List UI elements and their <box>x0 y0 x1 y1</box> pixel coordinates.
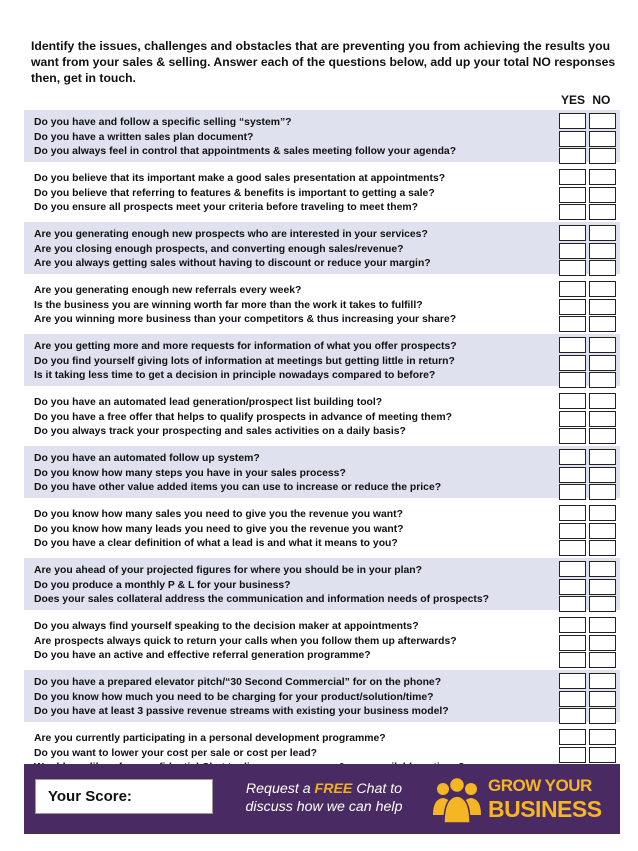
answer-row <box>559 635 619 651</box>
yes-checkbox[interactable] <box>559 316 586 332</box>
question-text: Do you have a clear definition of what a lead is and what it means to you? <box>34 538 398 549</box>
answer-row <box>559 316 619 332</box>
no-checkbox[interactable] <box>589 411 616 427</box>
yes-checkbox[interactable] <box>559 225 586 241</box>
question-text: Do you ensure all prospects meet your criteria before traveling to meet them? <box>34 202 418 213</box>
yes-checkbox[interactable] <box>559 747 586 763</box>
answer-row <box>559 187 619 203</box>
no-checkbox[interactable] <box>589 484 616 500</box>
answer-row <box>559 484 619 500</box>
yes-checkbox[interactable] <box>559 187 586 203</box>
no-checkbox[interactable] <box>589 747 616 763</box>
question-list <box>34 620 554 664</box>
question-text: Are you getting more and more requests for information of what you offer prospects? <box>34 341 457 352</box>
answer-row <box>559 169 619 185</box>
yes-checkbox[interactable] <box>559 243 586 259</box>
question-text: Is the business you are winning worth far more than the work it takes to fulfill? <box>34 299 423 311</box>
yes-checkbox[interactable] <box>559 652 586 668</box>
yes-checkbox[interactable] <box>559 635 586 651</box>
no-checkbox[interactable] <box>589 708 616 724</box>
answer-row <box>559 411 619 427</box>
yes-checkbox[interactable] <box>559 411 586 427</box>
yes-checkbox[interactable] <box>559 561 586 577</box>
no-checkbox[interactable] <box>589 260 616 276</box>
score-field[interactable] <box>35 779 213 814</box>
question-text: Do you know how much you need to be charging for your product/solution/time? <box>34 691 434 703</box>
yes-checkbox[interactable] <box>559 428 586 444</box>
question-text: Are prospects always quick to return your calls when you follow them up afterwards? <box>34 635 457 647</box>
intro-text: Identify the issues, challenges and obstacles that are preventing you from achieving the results you want from your sales & selling. Answer each of the questions below, add up your total NO responses then, get in touch. <box>31 39 616 85</box>
yes-checkbox[interactable] <box>559 281 586 297</box>
answer-row <box>559 523 619 539</box>
question-group <box>24 390 620 446</box>
logo-text-grow-your: GROW YOUR <box>488 776 592 795</box>
question-text: Do you produce a monthly P & L for your business? <box>34 579 291 591</box>
cta-free-text: FREE <box>314 781 353 797</box>
answer-boxes <box>559 337 619 390</box>
answer-row <box>559 561 619 577</box>
question-text: Do you always track your prospecting and sales activities on a daily basis? <box>34 426 406 437</box>
answer-boxes <box>559 393 619 446</box>
question-text: Do you have an automated lead generation/prospect list building tool? <box>34 397 383 408</box>
cta-text-post: Chat to <box>352 781 403 797</box>
question-text: Do you have an active and effective referral generation programme? <box>34 650 371 661</box>
question-text: Do you believe that its important make a good sales presentation at appointments? <box>34 173 446 184</box>
answer-boxes <box>559 449 619 502</box>
answer-row <box>559 299 619 315</box>
yes-checkbox[interactable] <box>559 337 586 353</box>
yes-checkbox[interactable] <box>559 372 586 388</box>
yes-checkbox[interactable] <box>559 393 586 409</box>
no-checkbox[interactable] <box>589 467 616 483</box>
question-list <box>34 676 554 720</box>
chat-call-to-action[interactable] <box>224 780 424 816</box>
question-list <box>34 172 554 216</box>
answer-row <box>559 467 619 483</box>
no-checkbox[interactable] <box>589 337 616 353</box>
answer-row <box>559 708 619 724</box>
yes-checkbox[interactable] <box>559 131 586 147</box>
answer-row <box>559 281 619 297</box>
question-text: Do you have other value added items you can use to increase or reduce the price? <box>34 482 442 493</box>
yes-checkbox[interactable] <box>559 169 586 185</box>
yes-checkbox[interactable] <box>559 708 586 724</box>
cta-text-line2: discuss how we can help <box>245 799 403 815</box>
no-checkbox[interactable] <box>589 449 616 465</box>
answer-row <box>559 449 619 465</box>
question-text: Do you know how many sales you need to give you the revenue you want? <box>34 509 403 520</box>
question-text: Do you know how many leads you need to give you the revenue you want? <box>34 523 404 535</box>
no-checkbox[interactable] <box>589 579 616 595</box>
question-text: Do you find yourself giving lots of information at meetings but getting little in return? <box>34 355 455 367</box>
answer-boxes <box>559 617 619 670</box>
no-column-header: NO <box>592 93 611 107</box>
answer-row <box>559 540 619 556</box>
question-group <box>24 278 620 334</box>
yes-checkbox[interactable] <box>559 260 586 276</box>
question-text: Is it taking less time to get a decision in principle nowadays compared to before? <box>34 370 436 381</box>
yes-column-header: YES <box>561 93 586 107</box>
question-group <box>24 670 620 726</box>
no-checkbox[interactable] <box>589 505 616 521</box>
yes-checkbox[interactable] <box>559 204 586 220</box>
answer-row <box>559 225 619 241</box>
no-checkbox[interactable] <box>589 428 616 444</box>
cta-text-pre: Request a <box>245 781 315 797</box>
question-group <box>24 446 620 502</box>
question-text: Are you ahead of your projected figures for where you should be in your plan? <box>34 565 422 576</box>
answer-row <box>559 652 619 668</box>
question-list <box>34 284 554 328</box>
no-checkbox[interactable] <box>589 355 616 371</box>
answer-boxes <box>559 561 619 614</box>
question-text: Do you want to lower your cost per sale or cost per lead? <box>34 747 317 759</box>
no-checkbox[interactable] <box>589 243 616 259</box>
answer-column-headers <box>561 93 610 107</box>
question-text: Do you have and follow a specific selling “system”? <box>34 117 292 128</box>
question-text: Do you know how many steps you have in your sales process? <box>34 467 346 479</box>
question-list <box>34 396 554 440</box>
question-text: Are you always getting sales without having to discount or reduce your margin? <box>34 258 431 269</box>
score-label: Your Score: <box>48 788 132 805</box>
logo-text-business: BUSINESS <box>488 796 602 822</box>
answer-row <box>559 579 619 595</box>
no-checkbox[interactable] <box>589 673 616 689</box>
yes-checkbox[interactable] <box>559 449 586 465</box>
no-checkbox[interactable] <box>589 729 616 745</box>
answer-row <box>559 393 619 409</box>
yes-checkbox[interactable] <box>559 673 586 689</box>
no-checkbox[interactable] <box>589 372 616 388</box>
question-group <box>24 110 620 166</box>
question-text: Are you generating enough new prospects who are interested in your services? <box>34 229 428 240</box>
no-checkbox[interactable] <box>589 299 616 315</box>
yes-checkbox[interactable] <box>559 113 586 129</box>
no-checkbox[interactable] <box>589 113 616 129</box>
question-list <box>34 564 554 608</box>
grow-your-business-logo <box>429 771 614 827</box>
question-text: Do you have a prepared elevator pitch/“30 Second Commercial” for on the phone? <box>34 677 442 688</box>
no-checkbox[interactable] <box>589 169 616 185</box>
question-group <box>24 614 620 670</box>
yes-checkbox[interactable] <box>559 467 586 483</box>
question-text: Do you always feel in control that appointments & sales meeting follow your agenda? <box>34 146 457 157</box>
no-checkbox[interactable] <box>589 652 616 668</box>
no-checkbox[interactable] <box>589 540 616 556</box>
yes-checkbox[interactable] <box>559 299 586 315</box>
yes-checkbox[interactable] <box>559 596 586 612</box>
answer-boxes <box>559 169 619 222</box>
question-list <box>34 508 554 552</box>
answer-row <box>559 260 619 276</box>
yes-checkbox[interactable] <box>559 540 586 556</box>
answer-row <box>559 204 619 220</box>
yes-checkbox[interactable] <box>559 148 586 164</box>
answer-row <box>559 747 619 763</box>
no-checkbox[interactable] <box>589 393 616 409</box>
answer-row <box>559 729 619 745</box>
yes-checkbox[interactable] <box>559 579 586 595</box>
answer-boxes <box>559 673 619 726</box>
no-checkbox[interactable] <box>589 187 616 203</box>
question-text: Are you generating enough new referrals every week? <box>34 285 302 296</box>
question-list <box>34 340 554 384</box>
answer-boxes <box>559 281 619 334</box>
question-text: Are you currently participating in a personal development programme? <box>34 733 386 744</box>
yes-checkbox[interactable] <box>559 355 586 371</box>
question-text: Do you have an automated follow up system? <box>34 453 260 464</box>
yes-checkbox[interactable] <box>559 523 586 539</box>
no-checkbox[interactable] <box>589 691 616 707</box>
question-list <box>34 452 554 496</box>
question-text: Are you winning more business than your competitors & thus increasing your share? <box>34 314 457 325</box>
no-checkbox[interactable] <box>589 596 616 612</box>
answer-row <box>559 691 619 707</box>
yes-checkbox[interactable] <box>559 505 586 521</box>
no-checkbox[interactable] <box>589 561 616 577</box>
answer-row <box>559 617 619 633</box>
answer-row <box>559 428 619 444</box>
no-checkbox[interactable] <box>589 281 616 297</box>
answer-row <box>559 337 619 353</box>
yes-checkbox[interactable] <box>559 729 586 745</box>
answer-boxes <box>559 113 619 166</box>
question-text: Do you have at least 3 passive revenue streams with existing your business model? <box>34 706 449 717</box>
answer-row <box>559 131 619 147</box>
question-group <box>24 334 620 390</box>
answer-row <box>559 673 619 689</box>
no-checkbox[interactable] <box>589 617 616 633</box>
question-groups <box>24 110 620 782</box>
no-checkbox[interactable] <box>589 131 616 147</box>
no-checkbox[interactable] <box>589 316 616 332</box>
question-list <box>34 228 554 272</box>
yes-checkbox[interactable] <box>559 691 586 707</box>
question-text: Do you have a written sales plan document? <box>34 131 254 143</box>
question-text: Do you believe that referring to features & benefits is important to getting a sale? <box>34 187 435 199</box>
question-text: Are you closing enough prospects, and converting enough sales/revenue? <box>34 243 404 255</box>
answer-row <box>559 372 619 388</box>
yes-checkbox[interactable] <box>559 484 586 500</box>
question-text: Do you have a free offer that helps to qualify prospects in advance of meeting them? <box>34 411 453 423</box>
people-group-icon <box>429 775 485 825</box>
question-group <box>24 558 620 614</box>
question-text: Do you always find yourself speaking to the decision maker at appointments? <box>34 621 419 632</box>
answer-boxes <box>559 225 619 278</box>
answer-row <box>559 113 619 129</box>
no-checkbox[interactable] <box>589 635 616 651</box>
question-list <box>34 116 554 160</box>
question-group <box>24 166 620 222</box>
question-group <box>24 222 620 278</box>
question-text: Does your sales collateral address the communication and information needs of prospects? <box>34 594 489 605</box>
no-checkbox[interactable] <box>589 225 616 241</box>
question-group <box>24 502 620 558</box>
yes-checkbox[interactable] <box>559 617 586 633</box>
no-checkbox[interactable] <box>589 148 616 164</box>
no-checkbox[interactable] <box>589 204 616 220</box>
answer-boxes <box>559 505 619 558</box>
footer-banner <box>24 764 620 834</box>
no-checkbox[interactable] <box>589 523 616 539</box>
answer-row <box>559 355 619 371</box>
answer-row <box>559 148 619 164</box>
answer-row <box>559 596 619 612</box>
answer-row <box>559 505 619 521</box>
answer-row <box>559 243 619 259</box>
